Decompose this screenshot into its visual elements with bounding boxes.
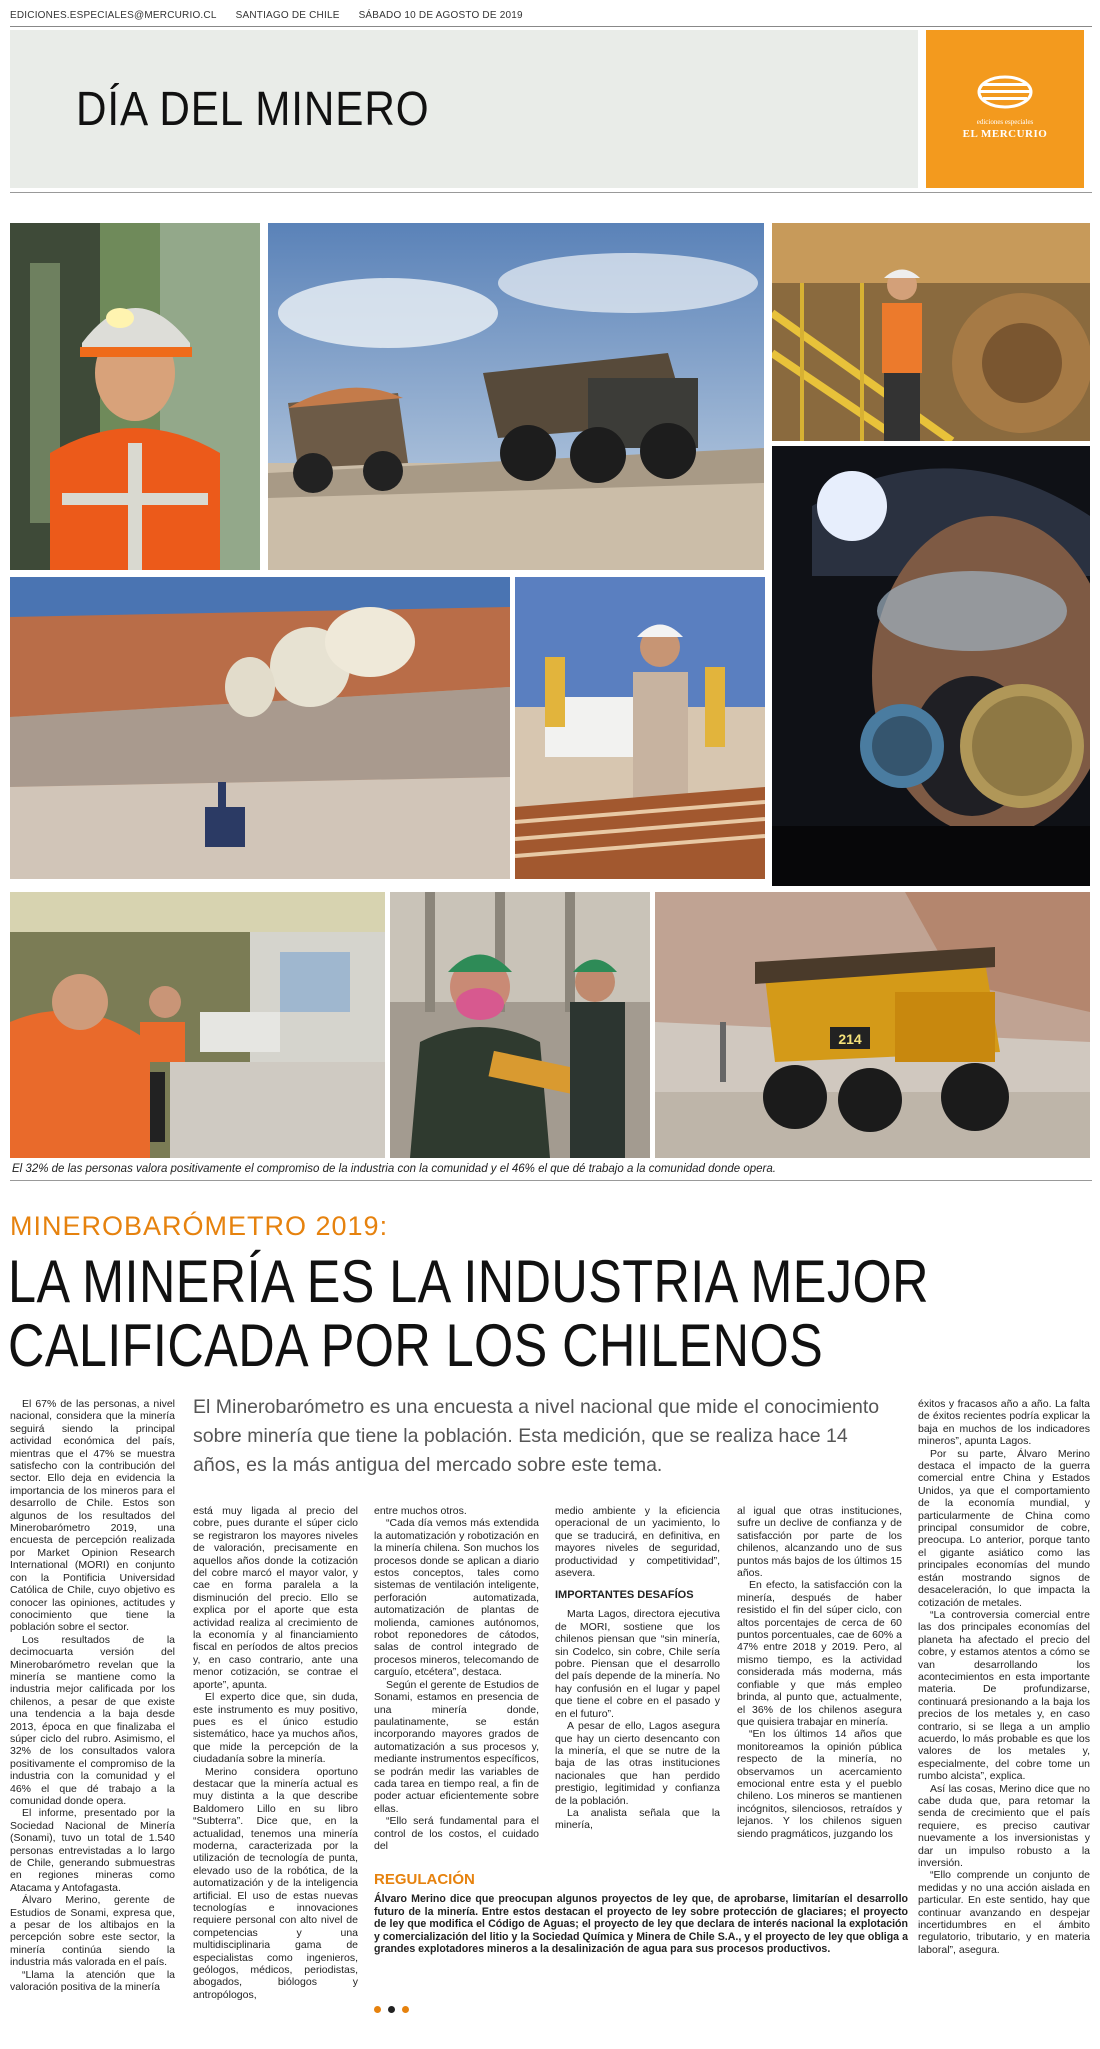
paragraph: En efecto, la satisfacción con la minería, después de haber resistido el fin del súper ciclo, con altos porcentajes de cerca de 60 puntos porcentuales, cae de 60% a 47% entre 2018 y 2019. Pero, al mismo tiempo, es la actividad considerada más moderna, más confiable y que más empleo brinda, al punto que, actualmente, el 36% de los chilenos asegura que quisiera trabajar en minería.	[737, 1579, 902, 1728]
divider	[10, 192, 1092, 193]
paragraph: El 67% de las personas, a nivel nacional, considera que la minería seguirá siendo la principal actividad económica del país, mientras que el 47% se muestra satisfecho con la contribución del sector. Ello deja en evidencia la importancia de los mineros para el desarrollo de Chile. Estos son algunos de los resultados del Minerobarómetro 2019, una encuesta de percepción realizada por Market Opinion Research International (MORI) en conjunto con la Pontificia Universidad Católica de Chile, cuyo objetivo es conocer las opiniones, actitudes y conocimiento que tiene la población sobre el sector.	[10, 1398, 175, 1634]
logo-name: EL MERCURIO	[962, 128, 1048, 140]
logo-mark-icon	[975, 74, 1035, 110]
logo-subtitle: ediciones especiales	[976, 118, 1034, 126]
paragraph: El experto dice que, sin duda, este instrumento es muy positivo, pues es el único estudio sistemático, hace ya muchos años, que mide la percepción de la ciudadanía sobre la minería.	[193, 1691, 358, 1766]
paragraph: “Cada día vemos más extendida la automatización y robotización en la minería chilena. Son muchos los procesos donde se aplican a diario estos conceptos, tales como sistemas de ventilación inteligente, perforación automatizada, automatización de plantas de molienda, camiones autónomos, robot reponedores de cátodos, salas de control integrado de procesos mineros, telecomando de carguío, etcétera”, destaca.	[374, 1517, 539, 1679]
truck-number: 214	[838, 1031, 862, 1047]
photo-respirator-closeup	[772, 446, 1090, 886]
worker-stairs-photo-icon	[772, 223, 1090, 441]
article-column-3	[374, 1505, 539, 1852]
contact-email[interactable]: EDICIONES.ESPECIALES@MERCURIO.CL	[10, 10, 217, 21]
article-column-6	[918, 1398, 1090, 1956]
paragraph: La analista señala que la minería,	[555, 1806, 720, 1832]
subheading-desafios: IMPORTANTES DESAFÍOS	[555, 1589, 694, 1602]
city-label: SANTIAGO DE CHILE	[235, 10, 340, 21]
article-kicker: MINEROBARÓMETRO 2019:	[10, 1211, 389, 1241]
paragraph: “La controversia comercial entre las dos principales economías del planeta ha afectado el precio del cobre, y estamos atentos a cómo se van desarrollando los acontecimientos en esta importante materia. De profundizarse, continuará presionando a la baja los precios de los metales y, en caso contrario, si se llega a un amplio acuerdo, lo más probable es que los valores de los metales y, especialmente, del cobre tome un rumbo alcista”, explica.	[918, 1608, 1090, 1783]
regulation-paragraph: Álvaro Merino dice que preocupan algunos proyectos de ley que, de aprobarse, limitarían el desarrollo futuro de la minería. Entre estos destacan el proyecto de ley sobre protección de glaciares; el proyecto de ley que modifica el Código de Aguas; el proyecto de ley que declara de interés nacional la explotación y comercialización del litio y la Sociedad Química y Minera de Chile S.A., y el proyecto de ley que obliga a grandes explotadores mineros a la desalinización de agua para sus procesos productivos.	[374, 1893, 908, 1956]
paragraph: “En los últimos 14 años que monitoreamos la opinión pública respecto de la minería, no observamos un acercamiento emocional entre esta y el pueblo chileno. Los mineros se mantienen incógnitos, silenciosos, retraídos y lejanos. Y los chilenos siguen siendo pragmáticos, juzgando los	[737, 1728, 902, 1840]
end-dots	[374, 2000, 434, 2010]
paragraph: Así las cosas, Merino dice que no cabe duda que, para retomar la senda de crecimiento que el país requiere, es preciso cautivar nuevamente a los inversionistas y dar un impulso robusto a la inversión.	[918, 1782, 1090, 1870]
paragraph: entre muchos otros.	[374, 1505, 467, 1517]
article-column-2	[193, 1505, 358, 2001]
paragraph: El informe, presentado por la Sociedad Nacional de Minería (Sonami), tuvo un total de 1.540 personas entrevistadas a lo largo de Chile, generando submuestras en regiones mineras como Atacama y Antofagasta.	[10, 1807, 175, 1894]
dot-icon	[402, 2006, 409, 2013]
drill-photo-icon	[390, 892, 650, 1158]
article-column-1	[10, 1398, 175, 1994]
paragraph: Por su parte, Álvaro Merino destaca el impacto de la guerra comercial entre China y Estados Unidos, ya que el comportamiento de la economía mundial, y particularmente de China como principal consumidor de cobre, preocupa. Lo anterior, porque tanto el gigante asiático como las principales economías del mundo están mostrando signos de desaceleración, lo que impacta la cotización de metales.	[918, 1447, 1090, 1609]
core-sample-photo-icon	[515, 577, 765, 879]
dot-icon	[374, 2006, 381, 2013]
subheading-regulacion: REGULACIÓN	[374, 1871, 475, 1888]
el-mercurio-logo[interactable]	[926, 30, 1084, 188]
photo-woman-miner-helmet	[10, 223, 260, 570]
section-title: DÍA DEL MINERO	[76, 83, 430, 136]
article-column-4	[555, 1505, 720, 1832]
open-pit-photo-icon	[10, 577, 510, 879]
woman-miner-photo-icon	[10, 223, 260, 570]
paragraph: Los resultados de la decimocuarta versión del Minerobarómetro revelan que la minería se mantiene como la industria mejor calificada por los chilenos, a pesar de que existe una tendencia a la baja desde 2013, época en que finalizaba el súper ciclo del rubro. Asimismo, el 32% de los consultados valora positivamente el compromiso de la industria con la comunidad y el 46% el que dé trabajo a la comunidad donde opera.	[10, 1633, 175, 1807]
dot-icon	[388, 2006, 395, 2013]
photo-haul-trucks	[268, 223, 764, 570]
article-headline	[8, 1248, 929, 1379]
photo-caption: El 32% de las personas valora positivamente el compromiso de la industria con la comunidad y el 46% el que dé trabajo a la comunidad donde opera.	[12, 1163, 776, 1175]
photo-open-pit-blast	[10, 577, 510, 879]
photo-worker-stairs	[772, 223, 1090, 441]
haul-truck-photo-icon	[268, 223, 764, 570]
article-column-5	[737, 1505, 902, 1840]
paragraph: A pesar de ello, Lagos asegura que hay un cierto desencanto con la minería, el que se nutre de la baja de las otras instituciones nacionales que han perdido prestigio, legitimidad y confianza de la población.	[555, 1720, 720, 1807]
headline-line-1: LA MINERÍA ES LA INDUSTRIA MEJOR	[8, 1248, 929, 1315]
dump-truck-photo-icon	[655, 892, 1090, 1158]
photo-control-room	[10, 892, 385, 1158]
paragraph: “Ello será fundamental para el control de los costos, el cuidado del	[374, 1815, 539, 1852]
paragraph: Según el gerente de Estudios de Sonami, estamos en presencia de una minería donde, paulatinamente, se están incorporando mayores grados de automatización a sus procesos y, mediante instrumentos específicos, se podrán medir las variables de cada tarea en tiempo real, a fin de poder actuar eficientemente sobre ellas.	[374, 1678, 539, 1815]
paragraph: “Llama la atención que la valoración positiva de la minería	[10, 1968, 175, 1994]
date-label: SÁBADO 10 DE AGOSTO DE 2019	[358, 10, 523, 21]
header-meta	[10, 10, 1090, 26]
paragraph: “Ello comprende un conjunto de medidas y no una acción aislada en particular. En este sentido, hay que continuar avanzando en despejar incertidumbres en el ámbito regulatorio, tributario, y en materia laboral”, asegura.	[918, 1869, 1090, 1956]
section-masthead	[10, 30, 918, 188]
photo-truck-214	[655, 892, 1090, 1158]
headline-line-2: CALIFICADA POR LOS CHILENOS	[8, 1312, 824, 1379]
paragraph: está muy ligada al precio del cobre, pues durante el súper ciclo se registraron los mayores niveles de valoración, precisamente en aquellos años donde la cotización del cobre marcó el mayor valor, y cae en forma paralela a la disminución del precio. Ello se explica por el aporte que esta actividad realiza al crecimiento de la economía y al financiamiento fiscal en períodos de altos precios y, en caso contrario, ante una menor cotización, se contrae el aporte”, apunta.	[193, 1505, 358, 1691]
divider	[10, 26, 1092, 27]
respirator-photo-icon	[772, 446, 1090, 886]
photo-drill-workers	[390, 892, 650, 1158]
control-room-photo-icon	[10, 892, 385, 1158]
divider	[10, 1180, 1092, 1181]
photo-core-samples	[515, 577, 765, 879]
article-lead: El Minerobarómetro es una encuesta a nivel nacional que mide el conocimiento sobre minería que tiene la población. Esta medición, que se realiza hace 14 años, es la más antigua del mercado sobre este tema.	[193, 1396, 880, 1476]
paragraph: Marta Lagos, directora ejecutiva de MORI, sostiene que los chilenos piensan que “sin minería, sin Codelco, sin cobre, Chile sería pobre. Piensan que el desarrollo del país depende de la minería. No hay confusión en el lugar y papel que tiene el cobre en el pasado y en el futuro”.	[555, 1608, 720, 1720]
paragraph: al igual que otras instituciones, sufre un declive de confianza y de satisfacción por parte de los chilenos, alcanzando uno de sus puntos más bajos de los últimos 15 años.	[737, 1505, 902, 1580]
paragraph: medio ambiente y la eficiencia operacional de un yacimiento, lo que se traducirá, en definitiva, en mayores niveles de seguridad, productividad y competitividad”, asevera.	[555, 1505, 720, 1580]
paragraph: Álvaro Merino, gerente de Estudios de Sonami, expresa que, a pesar de los altibajos en la percepción sobre este sector, la minería continúa siendo la industria más valorada en el país.	[10, 1894, 175, 1969]
paragraph: éxitos y fracasos año a año. La falta de éxitos recientes podría explicar la baja en muchos de los indicadores mineros”, apunta Lagos.	[918, 1398, 1090, 1448]
paragraph: Merino considera oportuno destacar que la minería actual es muy distinta a la que describe Baldomero Lillo en su libro “Subterra”. Dice que, en la actualidad, tenemos una minería moderna, caracterizada por la utilización de tecnología de punta, elevado uso de la robótica, de la automatización y de la inteligencia artificial. El uso de estas nuevas tecnologías e innovaciones requiere personal con alto nivel de competencias y una multidisciplinaria gama de especialistas como ingenieros, geólogos, médicos, periodistas, abogados, biólogos y antropólogos,	[193, 1765, 358, 2001]
